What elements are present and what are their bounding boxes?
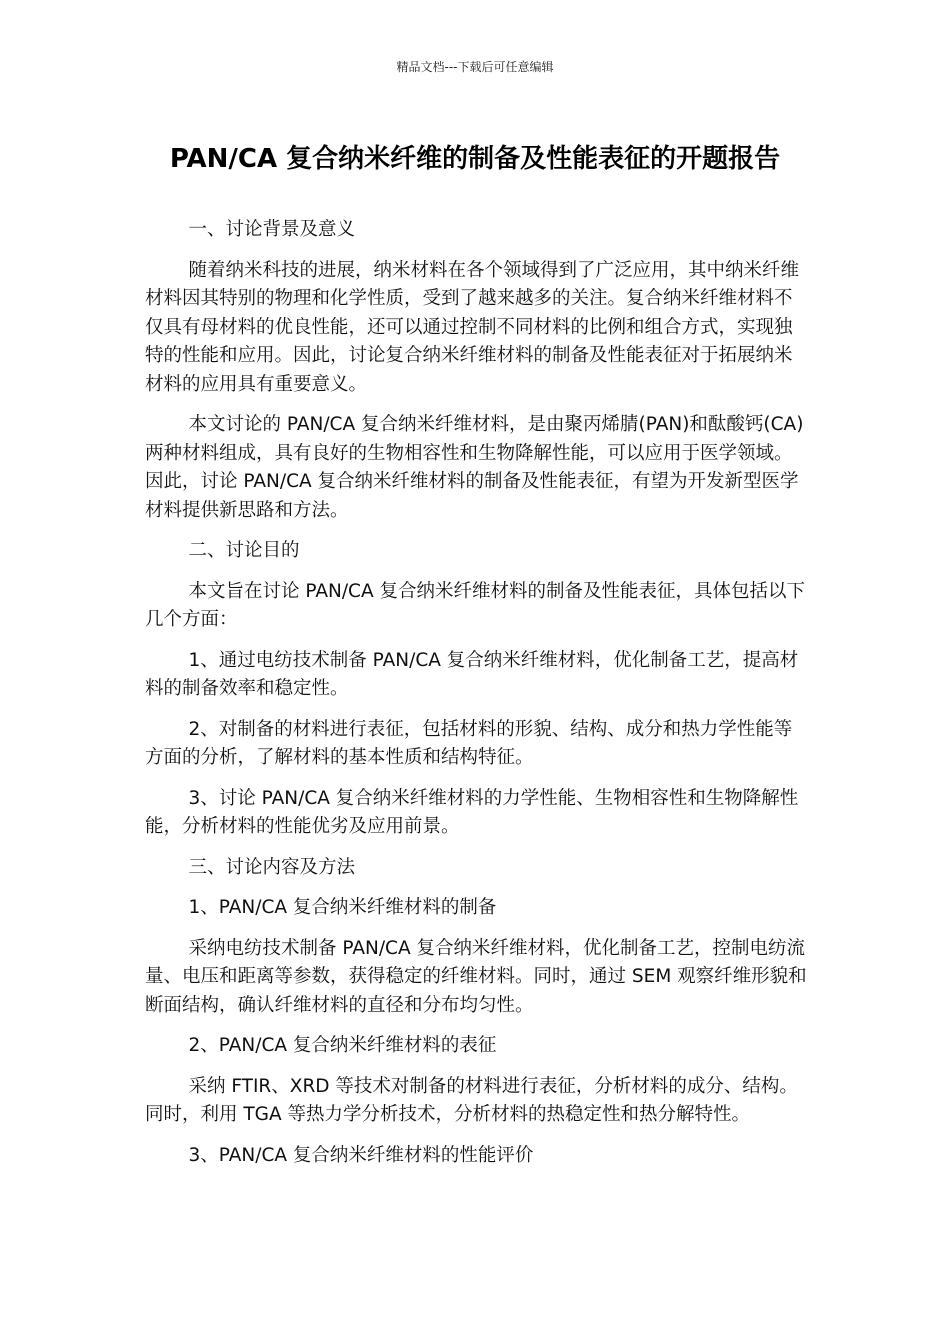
subheading-characterization: 2、PAN/CA 复合纳米纤维材料的表征 bbox=[188, 1035, 497, 1056]
section-heading-purpose: 二、讨论目的 bbox=[188, 540, 300, 561]
paragraph-background-1: 随着纳米科技的进展，纳米材料在各个领域得到了广泛应用，其中纳米纤维材料因其特别的物理和化学性质，受到了越来越多的关注。复合纳米纤维材料不仅具有母材料的优良性能，还可以通过控制不同材料的比例和组合方式，实现独特的性能和应用。因此，讨论复合纳米纤维材料的制备及性能表征对于拓展纳米材料的应用具有重要意义。 bbox=[145, 259, 799, 395]
section-heading-methods: 三、讨论内容及方法 bbox=[188, 856, 355, 878]
subheading-performance: 3、PAN/CA 复合纳米纤维材料的性能评价 bbox=[188, 1144, 534, 1166]
subheading-preparation: 1、PAN/CA 复合纳米纤维材料的制备 bbox=[188, 897, 497, 918]
paragraph-background-2: 本文讨论的 PAN/CA 复合纳米纤维材料，是由聚丙烯腈(PAN)和酞酸钙(CA)两种材料组成，具有良好的生物相容性和生物降解性能，可以应用于医学领域。因此，讨论 PAN/CA 复合纳米纤维材料的制备及性能表征，有望为开发新型医学材料提供新思路和方法。 bbox=[145, 414, 804, 521]
paragraph-preparation: 采纳电纺技术制备 PAN/CA 复合纳米纤维材料，优化制备工艺，控制电纺流量、电压和距离等参数，获得稳定的纤维材料。同时，通过 SEM 观察纤维形貌和断面结构，确认纤维材料的直径和分布均匀性。 bbox=[145, 937, 807, 1016]
paragraph-characterization: 采纳 FTIR、XRD 等技术对制备的材料进行表征，分析材料的成分、结构。同时，利用 TGA 等热力学分析技术，分析材料的热稳定性和热分解特性。 bbox=[145, 1075, 798, 1125]
paragraph-purpose-item-3: 3、讨论 PAN/CA 复合纳米纤维材料的力学性能、生物相容性和生物降解性能，分析材料的性能优劣及应用前景。 bbox=[145, 787, 799, 837]
document-body bbox=[145, 216, 810, 1182]
header-note: 精品文档---下载后可任意编辑 bbox=[396, 60, 554, 74]
paragraph-purpose-item-1: 1、通过电纺技术制备 PAN/CA 复合纳米纤维材料，优化制备工艺，提高材料的制备效率和稳定性。 bbox=[145, 649, 799, 699]
section-heading-background: 一、讨论背景及意义 bbox=[188, 219, 355, 240]
paragraph-purpose-intro: 本文旨在讨论 PAN/CA 复合纳米纤维材料的制备及性能表征，具体包括以下几个方面： bbox=[145, 580, 806, 630]
document-title: PAN/CA 复合纳米纤维的制备及性能表征的开题报告 bbox=[169, 144, 781, 174]
paragraph-purpose-item-2: 2、对制备的材料进行表征，包括材料的形貌、结构、成分和热力学性能等方面的分析，了解材料的基本性质和结构特征。 bbox=[145, 718, 793, 768]
